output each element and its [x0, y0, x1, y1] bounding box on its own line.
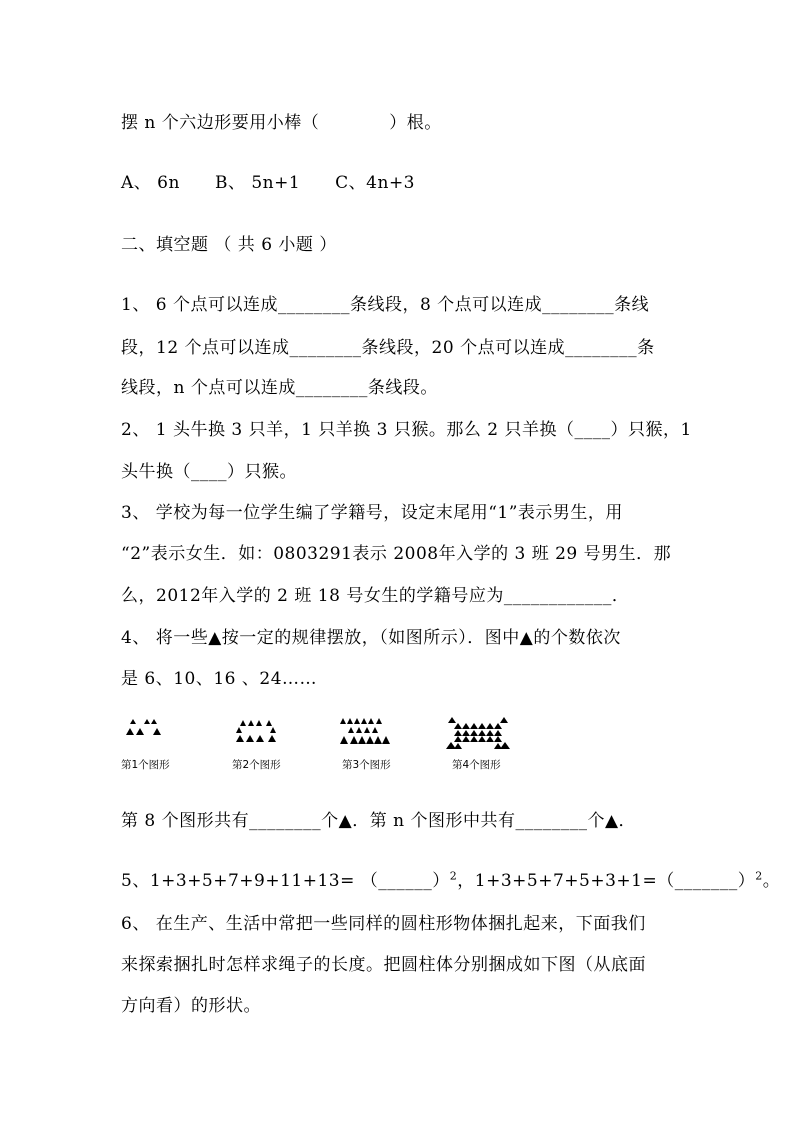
- figure-1-caption: 第1个图形: [121, 759, 170, 771]
- q1-line-1: 1、 6 个点可以连成________条线段，8 个点可以连成________条线: [121, 295, 650, 315]
- q3-line-3: 么，2012年入学的 2 班 18 号女生的学籍号应为____________．: [121, 586, 630, 606]
- figure-2-triangles: [236, 720, 276, 742]
- q6-line-2: 来探索捆扎时怎样求绳子的长度。把圆柱体分别捆成如下图（从底面: [121, 955, 646, 975]
- q5-line: [121, 866, 780, 891]
- q5-part-2: ，1+3+5+7+5+3+1=（_______）: [457, 871, 756, 891]
- q4-line-1: 4、 将一些▲按一定的规律摆放，（如图所示）．图中▲的个数依次: [121, 628, 621, 648]
- square-exponent-2: 2: [755, 869, 763, 883]
- line-options: A、 6n B、 5n+1 C、4n+3: [121, 173, 415, 193]
- q6-line-3: 方向看）的形状。: [121, 996, 261, 1016]
- q4-answer-line: 第 8 个图形共有________个▲．第 n 个图形中共有________个▲．: [121, 811, 637, 831]
- section-heading: 二、填空题 （ 共 6 小题 ）: [121, 235, 337, 255]
- q2-line-1: 2、 1 头牛换 3 只羊，1 只羊换 3 只猴。那么 2 只羊换（____）只猴，1: [121, 420, 692, 440]
- figure-3-triangles: [340, 718, 390, 744]
- figure-2-caption: 第2个图形: [232, 759, 281, 771]
- q6-line-1: 6、 在生产、生活中常把一些同样的圆柱形物体捆扎起来，下面我们: [121, 914, 646, 934]
- q1-line-2: 段，12 个点可以连成________条线段，20 个点可以连成________条: [121, 338, 655, 358]
- square-exponent-1: 2: [449, 869, 458, 883]
- figure-4-caption: 第4个图形: [452, 759, 501, 771]
- line-hexagon-question: 摆 n 个六边形要用小棒（ ）根。: [121, 113, 442, 133]
- q1-line-3: 线段，n 个点可以连成________条线段。: [121, 378, 438, 398]
- q4-line-2: 是 6、10、16 、24……: [121, 669, 318, 689]
- q5-part-3: 。: [762, 871, 781, 891]
- q2-line-2: 头牛换（____）只猴。: [121, 462, 297, 482]
- q3-line-1: 3、 学校为每一位学生编了学籍号，设定末尾用“1”表示男生，用: [121, 503, 623, 523]
- figure-4-triangles: [446, 717, 510, 749]
- figure-3-caption: 第3个图形: [342, 759, 391, 771]
- figure-1-triangles: [126, 719, 161, 735]
- q5-part-1: 5、1+3+5+7+9+11+13= （______）: [121, 871, 450, 891]
- q3-line-2: “2”表示女生．如：0803291表示 2008年入学的 3 班 29 号男生．那: [121, 544, 672, 564]
